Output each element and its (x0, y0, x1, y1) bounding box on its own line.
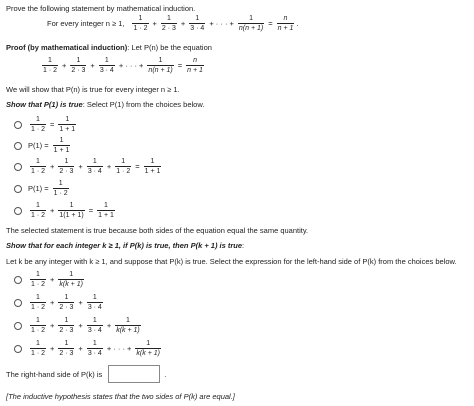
radio-button[interactable] (14, 322, 22, 330)
fraction: $\frac{1}{3 \cdot 4}$ (190, 15, 205, 33)
pk-option-4[interactable]: $\frac{1}{1 \cdot 2}$ + $\frac{1}{2 \cdot 3}$ + $\frac{1}{3 \cdot 4}$ + · · · + $\frac{1}{k(k + 1)}$ (14, 340, 163, 358)
proof-heading: Proof (by mathematical induction): Let P(n) be the equation (6, 43, 212, 52)
rhs-row: The right-hand side of P(k) is . (6, 365, 166, 383)
fraction: $\frac{1}{1 \cdot 2}$ (133, 15, 148, 33)
selected-statement-text: The selected statement is true because both sides of the equation equal the same quantity. (6, 226, 309, 235)
p1-option-2[interactable]: P(1) = $\frac{1}{1 + 1}$ (14, 137, 72, 155)
problem-prompt: Prove the following statement by mathematical induction. (6, 4, 196, 13)
let-k-text: Let k be any integer with k ≥ 1, and suppose that P(k) is true. Select the expression for the left-hand side of P(k) from the choices below. (6, 257, 457, 266)
show-pk-heading: Show that for each integer k ≥ 1, if P(k) is true, then P(k + 1) is true: (6, 241, 245, 250)
radio-button[interactable] (14, 345, 22, 353)
inductive-hypothesis-note: [The inductive hypothesis states that the two sides of P(k) are equal.] (6, 392, 235, 401)
statement-intro: For every integer n ≥ 1, (47, 19, 125, 29)
show-p1-heading: Show that P(1) is true: Select P(1) from the choices below. (6, 100, 205, 109)
rhs-answer-input[interactable] (108, 365, 160, 383)
radio-button[interactable] (14, 299, 22, 307)
rhs-label: The right-hand side of P(k) is (6, 369, 103, 379)
pn-equation: $\frac{1}{1 \cdot 2}$ + $\frac{1}{2 \cdot 3}$ + $\frac{1}{3 \cdot 4}$ + · · · + $\frac{1}{n(n + 1)}$ = $\frac{n}{n + 1}$ (43, 57, 203, 75)
radio-button[interactable] (14, 142, 22, 150)
fraction: $\frac{1}{n(n + 1)}$ (238, 15, 264, 33)
radio-button[interactable] (14, 185, 22, 193)
radio-button[interactable] (14, 276, 22, 284)
fraction: $\frac{1}{2 \cdot 3}$ (161, 15, 176, 33)
p1-option-4[interactable]: P(1) = $\frac{1}{1 \cdot 2}$ (14, 180, 71, 198)
statement-equation: For every integer n ≥ 1, $\frac{1}{1 \cdot 2}$ + $\frac{1}{2 \cdot 3}$ + $\frac{1}{3 \cdot 4}$ + · · · + $\frac{1}{n(n + 1)}$ = $\frac{n}{n + 1}$ . (47, 15, 299, 33)
p1-option-5[interactable]: $\frac{1}{1 \cdot 2}$ + $\frac{1}{1(1 + 1)}$ = $\frac{1}{1 + 1}$ (14, 202, 117, 220)
pk-option-1[interactable]: $\frac{1}{1 \cdot 2}$ + $\frac{1}{k(k + 1)}$ (14, 271, 86, 289)
pk-option-2[interactable]: $\frac{1}{1 \cdot 2}$ + $\frac{1}{2 \cdot 3}$ + $\frac{1}{3 \cdot 4}$ (14, 294, 105, 312)
radio-button[interactable] (14, 121, 22, 129)
will-show-text: We will show that P(n) is true for every integer n ≥ 1. (6, 85, 180, 94)
radio-button[interactable] (14, 207, 22, 215)
p1-option-3[interactable]: $\frac{1}{1 \cdot 2}$ + $\frac{1}{2 \cdot 3}$ + $\frac{1}{3 \cdot 4}$ + $\frac{1}{1 \cdot 2}$ = $\frac{1}{1 + 1}$ (14, 158, 163, 176)
fraction: $\frac{n}{n + 1}$ (277, 15, 294, 33)
p1-option-1[interactable]: $\frac{1}{1 \cdot 2}$ = $\frac{1}{1 + 1}$ (14, 116, 78, 134)
radio-button[interactable] (14, 163, 22, 171)
pk-option-3[interactable]: $\frac{1}{1 \cdot 2}$ + $\frac{1}{2 \cdot 3}$ + $\frac{1}{3 \cdot 4}$ + $\frac{1}{k(k + 1)}$ (14, 317, 143, 335)
